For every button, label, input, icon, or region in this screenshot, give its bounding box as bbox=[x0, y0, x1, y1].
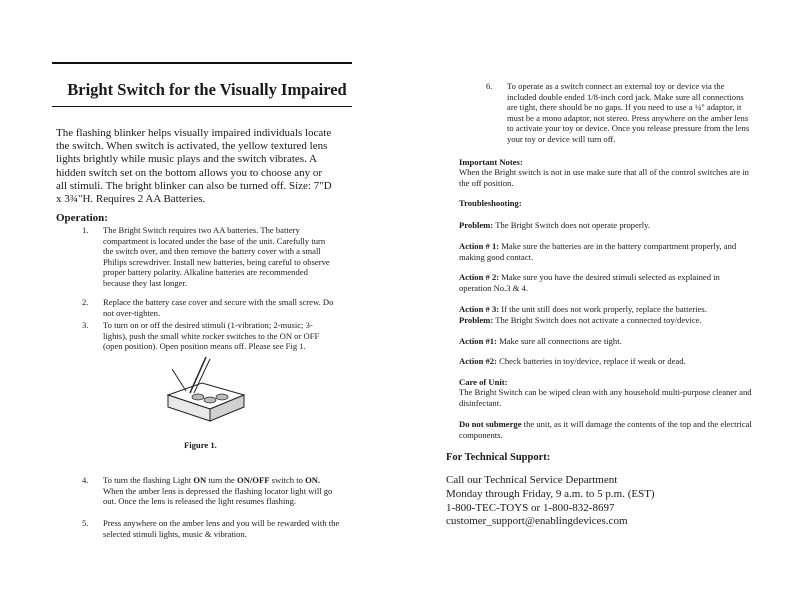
figure-1-illustration bbox=[160, 355, 250, 427]
operation-item-6: To operate as a switch connect an external toy or device via the included double ended 1/8-inch cord jack. Make sure all connections are tight, there should be no gaps. If you need to use a ¼" adaptor, it must be a mono adaptor, not stereo. Press anywhere on the amber lens to activate your toy or device. Once you release pressure from the lens your toy or device will turn off. bbox=[507, 81, 750, 144]
support-line-1: Call our Technical Service Department bbox=[446, 474, 618, 486]
problem-1: Problem: The Bright Switch does not operate properly. bbox=[459, 220, 651, 230]
list-number-4: 4. bbox=[82, 475, 89, 485]
support-email[interactable]: customer_support@enablingdevices.com bbox=[446, 515, 628, 527]
top-rule bbox=[52, 62, 352, 64]
operation-item-3: To turn on or off the desired stimuli (1-vibration; 2-music; 3-lights), push the small white rocker switches to the ON or OFF (open position). Open position means off. Please see Fig 1. bbox=[103, 320, 320, 352]
page-title: Bright Switch for the Visually Impaired bbox=[67, 80, 347, 99]
important-notes-text: When the Bright switch is not in use make sure that all of the control switches are in the off position. bbox=[459, 167, 749, 188]
operation-heading: Operation: bbox=[56, 212, 108, 224]
technical-support-heading: For Technical Support: bbox=[446, 452, 551, 463]
support-line-2: Monday through Friday, 9 a.m. to 5 p.m. (EST) bbox=[446, 488, 655, 500]
submerge-warning: Do not submerge the unit, as it will damage the contents of the top and the electrical components. bbox=[459, 419, 752, 440]
care-text: The Bright Switch can be wiped clean with any household multi-purpose cleaner and disinfectant. bbox=[459, 387, 752, 408]
intro-paragraph: The flashing blinker helps visually impaired individuals locate the switch. When switch is activated, the yellow textured lens lights brightly while music plays and the switch vibrates. A hidden switch set on the bottom allows you to choose any or all stimuli. The bright blinker can also be turned off. Size: 7"D x 3¾"H. Requires 2 AA Batteries. bbox=[56, 127, 332, 206]
action-2: Action # 2: Make sure you have the desired stimuli selected as explained in operation No.3 & 4. bbox=[459, 272, 720, 293]
operation-item-5: Press anywhere on the amber lens and you will be rewarded with the selected stimuli lights, music & vibration. bbox=[103, 518, 340, 539]
troubleshooting-heading: Troubleshooting: bbox=[459, 198, 522, 208]
list-number-1: 1. bbox=[82, 225, 89, 235]
problem-2: Problem: The Bright Switch does not activate a connected toy/device. bbox=[459, 315, 702, 325]
action-1b: Action #1: Make sure all connections are tight. bbox=[459, 336, 622, 346]
operation-item-4: To turn the flashing Light ON turn the ON/OFF switch to ON. When the amber lens is depressed the flashing locator light will go out. Once the lens is released the light resumes flashing. bbox=[103, 475, 333, 507]
list-number-3: 3. bbox=[82, 320, 89, 330]
figure-caption: Figure 1. bbox=[184, 440, 217, 450]
important-notes-heading: Important Notes: bbox=[459, 157, 523, 167]
list-number-2: 2. bbox=[82, 297, 89, 307]
list-number-5: 5. bbox=[82, 518, 89, 528]
title-rule bbox=[52, 106, 352, 107]
support-line-3: 1-800-TEC-TOYS or 1-800-832-8697 bbox=[446, 502, 615, 514]
operation-item-2: Replace the battery case cover and secure with the small screw. Do not over-tighten. bbox=[103, 297, 334, 318]
care-heading: Care of Unit: bbox=[459, 377, 508, 387]
operation-item-1: The Bright Switch requires two AA batteries. The battery compartment is located under the base of the unit. Carefully turn the switch over, and then remove the battery cover with a small Philips screwdriver. Install new batteries, being careful to observe proper battery polarity. Alkaline batteries are recommended because they last longer. bbox=[103, 225, 330, 288]
action-3: Action # 3: If the unit still does not work properly, replace the batteries. bbox=[459, 304, 707, 314]
action-1: Action # 1: Make sure the batteries are in the battery compartment properly, and making good contact. bbox=[459, 241, 737, 262]
list-number-6: 6. bbox=[486, 81, 493, 91]
action-2b: Action #2: Check batteries in toy/device, replace if weak or dead. bbox=[459, 356, 686, 366]
